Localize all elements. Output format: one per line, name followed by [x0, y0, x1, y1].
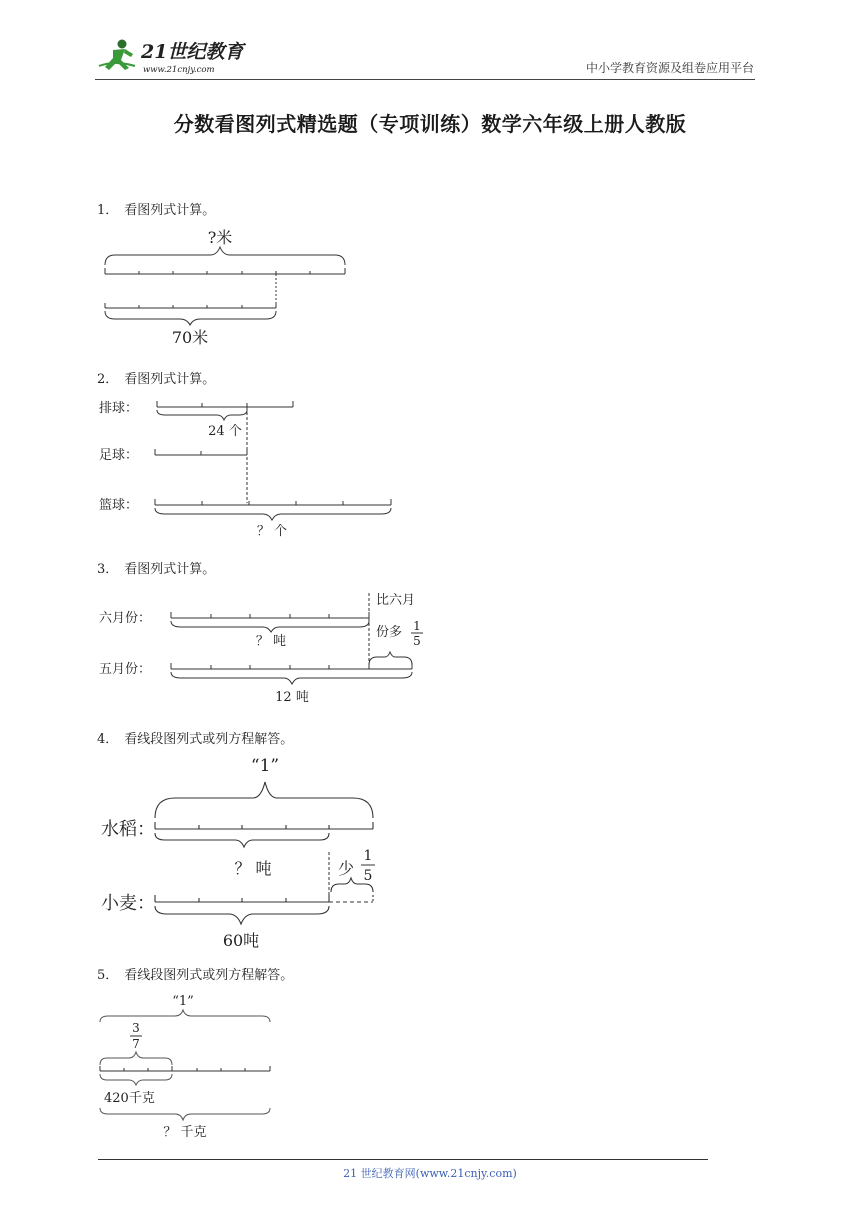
question-number: 1．: [97, 203, 119, 218]
fraction-brace: [100, 1052, 172, 1065]
whole-unit-label: “1”: [250, 756, 280, 776]
row-label-may: 五月份：: [99, 662, 152, 677]
question-number: 5．: [97, 968, 119, 983]
question-5-diagram: [95, 990, 285, 1145]
row-label-june: 六月份：: [99, 611, 152, 626]
fraction-numerator: 1: [413, 619, 421, 633]
question-prompt: 看图列式计算。: [124, 372, 216, 387]
wheat-value: 60吨: [222, 931, 260, 950]
header-divider: [95, 79, 755, 80]
note-line2: 份多: [376, 625, 403, 640]
may-brace: [171, 672, 412, 684]
part-value: 420千克: [104, 1091, 155, 1106]
question-3-label: [97, 558, 215, 577]
wheat-segment: [155, 895, 329, 902]
volleyball-brace: [157, 410, 247, 420]
difference-brace: [369, 652, 412, 665]
basketball-brace: [155, 508, 391, 520]
fraction-denominator: 7: [132, 1037, 140, 1051]
top-brace: [155, 782, 373, 818]
rice-value: ？ 吨: [234, 859, 272, 878]
top-brace: [105, 247, 345, 265]
fraction-denominator: 5: [363, 868, 373, 884]
footer-link[interactable]: 21 世纪教育网(www.21cnjy.com): [343, 1167, 517, 1180]
question-5-label: [97, 964, 293, 983]
question-number: 2．: [97, 372, 119, 387]
logo-text: 21世纪教育: [141, 41, 244, 63]
row-label-wheat: 小麦：: [101, 893, 155, 914]
wheat-brace: [155, 906, 329, 924]
fraction-denominator: 5: [413, 634, 421, 648]
bottom-segment: [105, 303, 276, 308]
row-label-football: 足球：: [99, 448, 139, 463]
question-2-label: [97, 368, 215, 387]
document-title: 分数看图列式精选题（专项训练）数学六年级上册人教版: [173, 112, 687, 136]
whole-value: ？ 千克: [163, 1125, 207, 1140]
volleyball-value: 24 个: [208, 424, 242, 439]
may-value: 12 吨: [275, 690, 309, 705]
question-1-label: [97, 199, 215, 218]
footer-divider: [98, 1159, 708, 1160]
question-prompt: 看图列式计算。: [124, 203, 216, 218]
question-4-label: [97, 728, 293, 747]
question-prompt: 看线段图列式或列方程解答。: [124, 732, 294, 747]
question-4-diagram: [95, 750, 395, 955]
total-label: ?米: [207, 228, 233, 247]
rice-segment: [155, 822, 373, 829]
question-3-diagram: [95, 585, 435, 710]
fraction-numerator: 3: [132, 1021, 140, 1035]
fraction-numerator: 1: [363, 848, 373, 864]
top-brace: [100, 1010, 270, 1022]
note-line1: 比六月: [376, 593, 416, 608]
june-brace: [171, 621, 369, 632]
basketball-value: ？ 个: [256, 524, 288, 539]
june-segment: [171, 612, 369, 618]
bottom-brace: [105, 311, 276, 325]
site-tag: 中小学教育资源及组卷应用平台: [585, 61, 754, 75]
volleyball-segment: [157, 401, 293, 407]
row-label-basketball: 篮球：: [99, 498, 139, 513]
row-label-rice: 水稻：: [101, 819, 155, 840]
june-value: ？ 吨: [255, 634, 287, 649]
basketball-segment: [155, 499, 391, 505]
top-segment: [105, 268, 345, 274]
note-label: 少: [338, 859, 355, 878]
question-2-diagram: [95, 393, 405, 543]
question-number: 3．: [97, 562, 119, 577]
row-label-volleyball: 排球：: [99, 401, 139, 416]
rice-brace: [155, 833, 329, 847]
whole-segment: [100, 1066, 270, 1071]
question-prompt: 看线段图列式或列方程解答。: [124, 968, 294, 983]
part-label: 70米: [171, 328, 209, 347]
whole-unit-label: “1”: [172, 994, 194, 1009]
whole-brace: [100, 1108, 270, 1120]
question-number: 4．: [97, 732, 119, 747]
logo-url-text: www.21cnjy.com: [143, 65, 215, 75]
part-brace: [100, 1074, 172, 1085]
question-prompt: 看图列式计算。: [124, 562, 216, 577]
question-1-diagram: [95, 225, 355, 350]
football-segment: [155, 449, 247, 455]
may-segment: [171, 663, 412, 669]
